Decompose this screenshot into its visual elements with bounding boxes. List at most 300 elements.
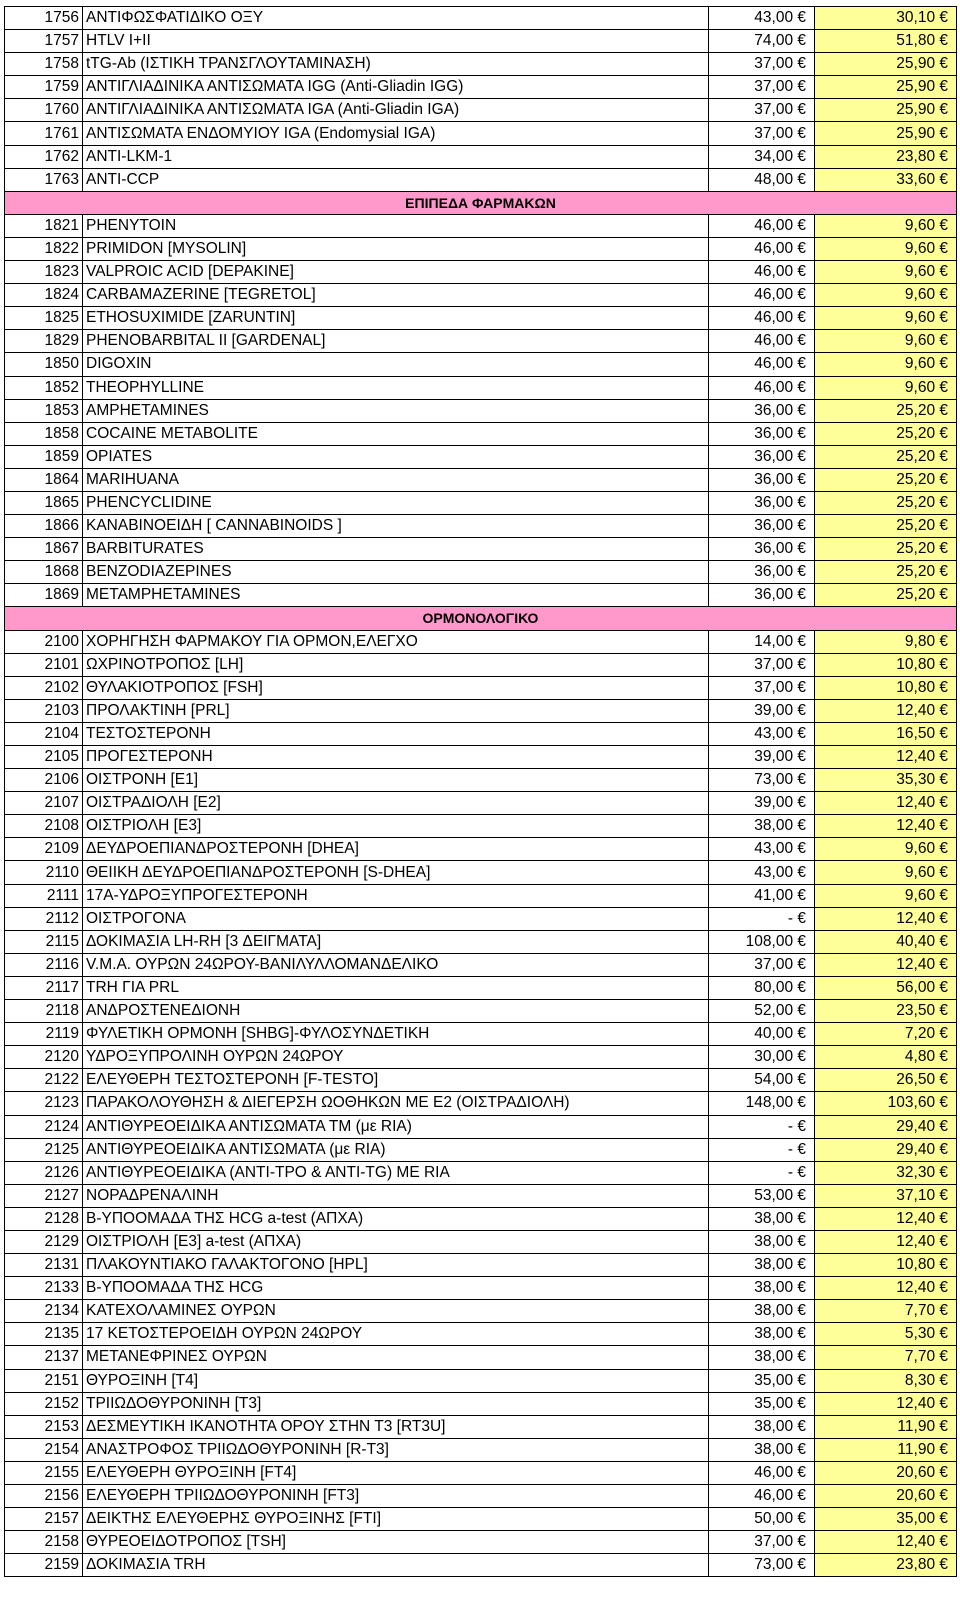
price-reduced: 32,30 € bbox=[815, 1161, 957, 1184]
price-reduced: 30,10 € bbox=[815, 7, 957, 30]
table-row bbox=[5, 976, 957, 999]
test-code: 2109 bbox=[5, 838, 83, 861]
table-row bbox=[5, 1023, 957, 1046]
price-reduced: 20,60 € bbox=[815, 1461, 957, 1484]
test-name: ΟΙΣΤΡΟΝΗ [Ε1] bbox=[83, 769, 709, 792]
price-reduced: 33,60 € bbox=[815, 168, 957, 191]
test-name: ΘΥΡΕΟΕΙΔΟΤΡΟΠΟΣ [TSH] bbox=[83, 1531, 709, 1554]
test-code: 2122 bbox=[5, 1069, 83, 1092]
test-name: PHENCYCLIDINE bbox=[83, 491, 709, 514]
price-reduced: 12,40 € bbox=[815, 1207, 957, 1230]
price-full: 39,00 € bbox=[709, 746, 815, 769]
price-list-sheet bbox=[4, 6, 956, 1577]
price-reduced: 5,30 € bbox=[815, 1323, 957, 1346]
test-name: ΕΛΕΥΘΕΡΗ ΘΥΡΟΞΙΝΗ [FT4] bbox=[83, 1461, 709, 1484]
price-reduced: 25,20 € bbox=[815, 445, 957, 468]
table-row bbox=[5, 122, 957, 145]
test-code: 2101 bbox=[5, 653, 83, 676]
price-reduced: 12,40 € bbox=[815, 1392, 957, 1415]
price-full: 38,00 € bbox=[709, 1323, 815, 1346]
test-code: 1757 bbox=[5, 30, 83, 53]
test-code: 1858 bbox=[5, 422, 83, 445]
table-row bbox=[5, 1092, 957, 1115]
price-reduced: 103,60 € bbox=[815, 1092, 957, 1115]
price-full: 14,00 € bbox=[709, 630, 815, 653]
table-row bbox=[5, 930, 957, 953]
price-reduced: 7,70 € bbox=[815, 1346, 957, 1369]
table-row bbox=[5, 1254, 957, 1277]
test-name: ΠΛΑΚΟΥΝΤΙΑΚΟ ΓΑΛΑΚΤΟΓΟΝΟ [HPL] bbox=[83, 1254, 709, 1277]
price-reduced: 20,60 € bbox=[815, 1485, 957, 1508]
test-code: 2129 bbox=[5, 1230, 83, 1253]
test-code: 2116 bbox=[5, 953, 83, 976]
table-row bbox=[5, 1554, 957, 1577]
section-header-row bbox=[5, 607, 957, 630]
price-full: 38,00 € bbox=[709, 1230, 815, 1253]
test-code: 2112 bbox=[5, 907, 83, 930]
price-full: 36,00 € bbox=[709, 491, 815, 514]
section-title: ΕΠΙΠΕΔΑ ΦΑΡΜΑΚΩΝ bbox=[5, 191, 957, 214]
table-row bbox=[5, 284, 957, 307]
table-row bbox=[5, 53, 957, 76]
price-full: 73,00 € bbox=[709, 1554, 815, 1577]
test-name: MARIHUANA bbox=[83, 468, 709, 491]
price-reduced: 12,40 € bbox=[815, 1230, 957, 1253]
test-code: 1760 bbox=[5, 99, 83, 122]
price-full: 37,00 € bbox=[709, 76, 815, 99]
test-code: 2123 bbox=[5, 1092, 83, 1115]
price-reduced: 9,60 € bbox=[815, 237, 957, 260]
price-full: 38,00 € bbox=[709, 1415, 815, 1438]
table-row bbox=[5, 1438, 957, 1461]
price-reduced: 40,40 € bbox=[815, 930, 957, 953]
price-reduced: 12,40 € bbox=[815, 815, 957, 838]
price-reduced: 29,40 € bbox=[815, 1138, 957, 1161]
price-reduced: 25,20 € bbox=[815, 491, 957, 514]
price-full: 46,00 € bbox=[709, 284, 815, 307]
test-code: 1824 bbox=[5, 284, 83, 307]
price-full: 37,00 € bbox=[709, 122, 815, 145]
test-code: 2105 bbox=[5, 746, 83, 769]
table-row bbox=[5, 76, 957, 99]
test-code: 2125 bbox=[5, 1138, 83, 1161]
test-name: OPIATES bbox=[83, 445, 709, 468]
test-code: 1762 bbox=[5, 145, 83, 168]
price-reduced: 4,80 € bbox=[815, 1046, 957, 1069]
test-name: Β-ΥΠΟΟΜΑΔΑ ΤΗΣ HCG bbox=[83, 1277, 709, 1300]
table-row bbox=[5, 1323, 957, 1346]
test-name: ΑΝΤΙΘΥΡΕΟΕΙΔΙΚΑ ΑΝΤΙΣΩΜΑΤΑ (με RIA) bbox=[83, 1138, 709, 1161]
price-full: 36,00 € bbox=[709, 422, 815, 445]
test-name: ΚΑΤΕΧΟΛΑΜΙΝΕΣ ΟΥΡΩΝ bbox=[83, 1300, 709, 1323]
test-name: PRIMIDON [MYSOLIN] bbox=[83, 237, 709, 260]
test-name: Β-ΥΠΟΟΜΑΔΑ ΤΗΣ HCG a-test (ΑΠΧΑ) bbox=[83, 1207, 709, 1230]
test-code: 2120 bbox=[5, 1046, 83, 1069]
test-name: 17Α-ΥΔΡΟΞΥΠΡΟΓΕΣΤΕΡΟΝΗ bbox=[83, 884, 709, 907]
test-name: ΟΙΣΤΡΙΟΛΗ [Ε3] bbox=[83, 815, 709, 838]
price-full: 36,00 € bbox=[709, 538, 815, 561]
price-reduced: 10,80 € bbox=[815, 676, 957, 699]
table-row bbox=[5, 1069, 957, 1092]
price-full: 36,00 € bbox=[709, 445, 815, 468]
table-row bbox=[5, 1531, 957, 1554]
test-name: BARBITURATES bbox=[83, 538, 709, 561]
test-code: 2126 bbox=[5, 1161, 83, 1184]
test-code: 1869 bbox=[5, 584, 83, 607]
test-name: ΧΟΡΗΓΗΣΗ ΦΑΡΜΑΚΟΥ ΓΙΑ ΟΡΜΟΝ,ΕΛΕΓΧΟ bbox=[83, 630, 709, 653]
price-full: 43,00 € bbox=[709, 861, 815, 884]
price-full: 46,00 € bbox=[709, 353, 815, 376]
test-code: 2115 bbox=[5, 930, 83, 953]
table-row bbox=[5, 907, 957, 930]
test-name: CARBAMAZERINE [TEGRETOL] bbox=[83, 284, 709, 307]
test-code: 1852 bbox=[5, 376, 83, 399]
test-name: ΠΑΡΑΚΟΛΟΥΘΗΣΗ & ΔΙΕΓΕΡΣΗ ΩΟΘΗΚΩΝ ΜΕ Ε2 (ΟΙΣΤΡΑΔΙΟΛΗ) bbox=[83, 1092, 709, 1115]
price-reduced: 16,50 € bbox=[815, 722, 957, 745]
price-reduced: 12,40 € bbox=[815, 953, 957, 976]
table-row bbox=[5, 538, 957, 561]
price-full: 38,00 € bbox=[709, 1254, 815, 1277]
test-name: ΔΟΚΙΜΑΣΙΑ LH-RH [3 ΔΕΙΓΜΑΤΑ] bbox=[83, 930, 709, 953]
table-row bbox=[5, 630, 957, 653]
test-code: 2103 bbox=[5, 699, 83, 722]
test-code: 2156 bbox=[5, 1485, 83, 1508]
table-row bbox=[5, 237, 957, 260]
test-code: 2131 bbox=[5, 1254, 83, 1277]
test-name: ΟΙΣΤΡΙΟΛΗ [Ε3] a-test (ΑΠΧΑ) bbox=[83, 1230, 709, 1253]
test-code: 2118 bbox=[5, 1000, 83, 1023]
test-code: 2154 bbox=[5, 1438, 83, 1461]
test-code: 1823 bbox=[5, 261, 83, 284]
table-row bbox=[5, 769, 957, 792]
test-code: 1866 bbox=[5, 515, 83, 538]
test-name: ΚΑΝΑΒΙΝΟΕΙΔΗ [ CANNABINOIDS ] bbox=[83, 515, 709, 538]
price-reduced: 51,80 € bbox=[815, 30, 957, 53]
test-name: ΩΧΡΙΝΟΤΡΟΠΟΣ [LH] bbox=[83, 653, 709, 676]
test-name: ΔΕΣΜΕΥΤΙΚΗ ΙΚΑΝΟΤΗΤΑ ΟΡΟΥ ΣΤΗΝ Τ3 [RT3U] bbox=[83, 1415, 709, 1438]
test-name: ΟΙΣΤΡΑΔΙΟΛΗ [Ε2] bbox=[83, 792, 709, 815]
table-row bbox=[5, 491, 957, 514]
table-row bbox=[5, 699, 957, 722]
table-row bbox=[5, 145, 957, 168]
price-full: 50,00 € bbox=[709, 1508, 815, 1531]
price-reduced: 9,60 € bbox=[815, 376, 957, 399]
test-name: tTG-Ab (ΙΣΤΙΚΗ ΤΡΑΝΣΓΛΟΥΤΑΜΙΝΑΣΗ) bbox=[83, 53, 709, 76]
price-full: 48,00 € bbox=[709, 168, 815, 191]
table-row bbox=[5, 792, 957, 815]
price-reduced: 25,20 € bbox=[815, 538, 957, 561]
table-row bbox=[5, 653, 957, 676]
test-name: ΑΝΑΣΤΡΟΦΟΣ ΤΡΙΙΩΔΟΘΥΡΟΝΙΝΗ [R-T3] bbox=[83, 1438, 709, 1461]
price-reduced: 9,60 € bbox=[815, 307, 957, 330]
test-name: ΜΕΤΑΝΕΦΡΙΝΕΣ ΟΥΡΩΝ bbox=[83, 1346, 709, 1369]
test-name: ΟΙΣΤΡΟΓΟΝΑ bbox=[83, 907, 709, 930]
test-name: ΑΝΤΙΦΩΣΦΑΤΙΔΙΚΟ ΟΞΥ bbox=[83, 7, 709, 30]
price-full: - € bbox=[709, 1161, 815, 1184]
table-row bbox=[5, 399, 957, 422]
price-full: 35,00 € bbox=[709, 1369, 815, 1392]
test-code: 1859 bbox=[5, 445, 83, 468]
price-full: 38,00 € bbox=[709, 1300, 815, 1323]
price-reduced: 12,40 € bbox=[815, 746, 957, 769]
table-row bbox=[5, 953, 957, 976]
test-code: 2155 bbox=[5, 1461, 83, 1484]
table-row bbox=[5, 1369, 957, 1392]
test-name: PHENYTOIN bbox=[83, 214, 709, 237]
price-reduced: 9,60 € bbox=[815, 353, 957, 376]
test-code: 2100 bbox=[5, 630, 83, 653]
table-row bbox=[5, 214, 957, 237]
test-name: ANTI-LKM-1 bbox=[83, 145, 709, 168]
test-name: AMPHETAMINES bbox=[83, 399, 709, 422]
table-row bbox=[5, 1000, 957, 1023]
price-reduced: 10,80 € bbox=[815, 653, 957, 676]
table-row bbox=[5, 330, 957, 353]
price-full: 46,00 € bbox=[709, 214, 815, 237]
price-reduced: 23,50 € bbox=[815, 1000, 957, 1023]
test-code: 1756 bbox=[5, 7, 83, 30]
table-row bbox=[5, 1184, 957, 1207]
table-row bbox=[5, 838, 957, 861]
test-name: THEOPHYLLINE bbox=[83, 376, 709, 399]
price-full: 53,00 € bbox=[709, 1184, 815, 1207]
table-row bbox=[5, 861, 957, 884]
section-header-row bbox=[5, 191, 957, 214]
price-full: 46,00 € bbox=[709, 307, 815, 330]
test-code: 2110 bbox=[5, 861, 83, 884]
table-row bbox=[5, 561, 957, 584]
price-reduced: 9,60 € bbox=[815, 861, 957, 884]
test-name: ΔΟΚΙΜΑΣΙΑ TRH bbox=[83, 1554, 709, 1577]
test-code: 1868 bbox=[5, 561, 83, 584]
price-full: 36,00 € bbox=[709, 584, 815, 607]
test-name: COCAINE METABOLITE bbox=[83, 422, 709, 445]
table-row bbox=[5, 1392, 957, 1415]
price-full: 80,00 € bbox=[709, 976, 815, 999]
test-code: 2106 bbox=[5, 769, 83, 792]
price-full: 36,00 € bbox=[709, 468, 815, 491]
price-full: 37,00 € bbox=[709, 676, 815, 699]
price-reduced: 9,80 € bbox=[815, 630, 957, 653]
table-row bbox=[5, 307, 957, 330]
price-reduced: 35,00 € bbox=[815, 1508, 957, 1531]
table-row bbox=[5, 376, 957, 399]
test-code: 2159 bbox=[5, 1554, 83, 1577]
price-reduced: 9,60 € bbox=[815, 884, 957, 907]
price-reduced: 23,80 € bbox=[815, 145, 957, 168]
test-code: 1829 bbox=[5, 330, 83, 353]
test-code: 2128 bbox=[5, 1207, 83, 1230]
test-name: VALPROIC ACID [DEPAKINE] bbox=[83, 261, 709, 284]
table-row bbox=[5, 1346, 957, 1369]
price-reduced: 23,80 € bbox=[815, 1554, 957, 1577]
price-full: 41,00 € bbox=[709, 884, 815, 907]
price-full: 38,00 € bbox=[709, 1277, 815, 1300]
test-code: 1825 bbox=[5, 307, 83, 330]
price-full: 148,00 € bbox=[709, 1092, 815, 1115]
price-reduced: 56,00 € bbox=[815, 976, 957, 999]
table-row bbox=[5, 1115, 957, 1138]
table-row bbox=[5, 1277, 957, 1300]
test-code: 1758 bbox=[5, 53, 83, 76]
test-name: ΘΥΛΑΚΙΟΤΡΟΠΟΣ [FSH] bbox=[83, 676, 709, 699]
price-full: 43,00 € bbox=[709, 838, 815, 861]
test-name: 17 ΚΕΤΟΣΤΕΡΟΕΙΔΗ ΟΥΡΩΝ 24ΩΡΟΥ bbox=[83, 1323, 709, 1346]
price-full: 108,00 € bbox=[709, 930, 815, 953]
table-row bbox=[5, 676, 957, 699]
test-code: 2133 bbox=[5, 1277, 83, 1300]
test-code: 2119 bbox=[5, 1023, 83, 1046]
price-reduced: 25,20 € bbox=[815, 584, 957, 607]
test-name: PHENOBARBITAL II [GARDENAL] bbox=[83, 330, 709, 353]
test-code: 2137 bbox=[5, 1346, 83, 1369]
price-full: 36,00 € bbox=[709, 399, 815, 422]
price-full: 73,00 € bbox=[709, 769, 815, 792]
price-full: 37,00 € bbox=[709, 53, 815, 76]
price-full: 37,00 € bbox=[709, 653, 815, 676]
test-name: ΦΥΛΕΤΙΚΗ ΟΡΜΟΝΗ [SHBG]-ΦΥΛΟΣΥΝΔΕΤΙΚΗ bbox=[83, 1023, 709, 1046]
table-row bbox=[5, 1485, 957, 1508]
price-full: 46,00 € bbox=[709, 261, 815, 284]
price-reduced: 37,10 € bbox=[815, 1184, 957, 1207]
table-row bbox=[5, 1415, 957, 1438]
price-reduced: 25,20 € bbox=[815, 561, 957, 584]
price-full: - € bbox=[709, 1115, 815, 1138]
price-full: - € bbox=[709, 907, 815, 930]
test-name: ΤΕΣΤΟΣΤΕΡΟΝΗ bbox=[83, 722, 709, 745]
price-full: 39,00 € bbox=[709, 699, 815, 722]
price-full: 38,00 € bbox=[709, 815, 815, 838]
price-reduced: 25,90 € bbox=[815, 53, 957, 76]
price-reduced: 25,20 € bbox=[815, 515, 957, 538]
table-row bbox=[5, 1300, 957, 1323]
price-full: 43,00 € bbox=[709, 7, 815, 30]
test-name: ΑΝΤΙΓΛΙΑΔΙΝΙΚΑ ΑΝΤΙΣΩΜΑΤΑ IGG (Anti-Gliadin IGG) bbox=[83, 76, 709, 99]
table-row bbox=[5, 30, 957, 53]
test-code: 1853 bbox=[5, 399, 83, 422]
price-full: 39,00 € bbox=[709, 792, 815, 815]
price-full: 36,00 € bbox=[709, 515, 815, 538]
price-reduced: 25,90 € bbox=[815, 76, 957, 99]
test-code: 1822 bbox=[5, 237, 83, 260]
price-table bbox=[4, 6, 957, 1577]
price-reduced: 7,20 € bbox=[815, 1023, 957, 1046]
table-row bbox=[5, 468, 957, 491]
test-name: ΑΝΤΙΘΥΡΕΟΕΙΔΙΚΑ ΑΝΤΙΣΩΜΑΤΑ ΤΜ (με RIA) bbox=[83, 1115, 709, 1138]
test-code: 1761 bbox=[5, 122, 83, 145]
test-name: ΕΛΕΥΘΕΡΗ ΤΕΣΤΟΣΤΕΡΟΝΗ [F-TESTO] bbox=[83, 1069, 709, 1092]
price-full: 46,00 € bbox=[709, 330, 815, 353]
test-code: 1864 bbox=[5, 468, 83, 491]
table-row bbox=[5, 1508, 957, 1531]
section-title: ΟΡΜΟΝΟΛΟΓΙΚΟ bbox=[5, 607, 957, 630]
test-code: 2158 bbox=[5, 1531, 83, 1554]
table-row bbox=[5, 815, 957, 838]
price-reduced: 29,40 € bbox=[815, 1115, 957, 1138]
price-full: 52,00 € bbox=[709, 1000, 815, 1023]
table-row bbox=[5, 1138, 957, 1161]
table-row bbox=[5, 1046, 957, 1069]
price-full: 43,00 € bbox=[709, 722, 815, 745]
test-code: 2157 bbox=[5, 1508, 83, 1531]
price-full: 40,00 € bbox=[709, 1023, 815, 1046]
test-code: 2153 bbox=[5, 1415, 83, 1438]
price-reduced: 25,90 € bbox=[815, 122, 957, 145]
test-code: 2152 bbox=[5, 1392, 83, 1415]
table-row bbox=[5, 99, 957, 122]
test-code: 1867 bbox=[5, 538, 83, 561]
test-code: 1865 bbox=[5, 491, 83, 514]
test-name: METAMPHETAMINES bbox=[83, 584, 709, 607]
price-full: 46,00 € bbox=[709, 237, 815, 260]
test-code: 2135 bbox=[5, 1323, 83, 1346]
test-code: 2151 bbox=[5, 1369, 83, 1392]
test-name: ΑΝΤΙΘΥΡΕΟΕΙΔΙΚΑ (ΑΝΤΙ-TPO & ANTI-TG) ΜΕ RIA bbox=[83, 1161, 709, 1184]
test-code: 2117 bbox=[5, 976, 83, 999]
price-table-body bbox=[5, 7, 957, 1577]
price-reduced: 25,20 € bbox=[815, 399, 957, 422]
price-full: 38,00 € bbox=[709, 1207, 815, 1230]
test-name: ΑΝΤΙΓΛΙΑΔΙΝΙΚΑ ΑΝΤΙΣΩΜΑΤΑ IGA (Anti-Gliadin IGA) bbox=[83, 99, 709, 122]
price-reduced: 25,20 € bbox=[815, 468, 957, 491]
table-row bbox=[5, 353, 957, 376]
table-row bbox=[5, 261, 957, 284]
test-code: 1759 bbox=[5, 76, 83, 99]
test-name: BENZODIAZEPINES bbox=[83, 561, 709, 584]
test-name: ΘΕΙΙΚΗ ΔΕΥΔΡΟΕΠΙΑΝΔΡΟΣΤΕΡΟΝΗ [S-DHEA] bbox=[83, 861, 709, 884]
price-reduced: 25,20 € bbox=[815, 422, 957, 445]
price-reduced: 12,40 € bbox=[815, 907, 957, 930]
table-row bbox=[5, 168, 957, 191]
price-full: 34,00 € bbox=[709, 145, 815, 168]
price-full: 38,00 € bbox=[709, 1346, 815, 1369]
price-full: 46,00 € bbox=[709, 376, 815, 399]
table-row bbox=[5, 1461, 957, 1484]
test-name: ΝΟΡΑΔΡΕΝΑΛΙΝΗ bbox=[83, 1184, 709, 1207]
test-code: 2104 bbox=[5, 722, 83, 745]
price-reduced: 11,90 € bbox=[815, 1415, 957, 1438]
price-reduced: 8,30 € bbox=[815, 1369, 957, 1392]
price-full: - € bbox=[709, 1138, 815, 1161]
price-reduced: 9,60 € bbox=[815, 284, 957, 307]
test-name: ETHOSUXIMIDE [ZARUNTIN] bbox=[83, 307, 709, 330]
test-code: 2127 bbox=[5, 1184, 83, 1207]
price-reduced: 35,30 € bbox=[815, 769, 957, 792]
table-row bbox=[5, 1230, 957, 1253]
test-name: ΥΔΡΟΞΥΠΡΟΛΙΝΗ ΟΥΡΩΝ 24ΩΡΟΥ bbox=[83, 1046, 709, 1069]
price-reduced: 12,40 € bbox=[815, 1277, 957, 1300]
price-reduced: 26,50 € bbox=[815, 1069, 957, 1092]
price-full: 38,00 € bbox=[709, 1438, 815, 1461]
test-name: V.M.A. ΟΥΡΩΝ 24ΩΡΟΥ-ΒΑΝΙΛΥΛΛΟΜΑΝΔΕΛΙΚΟ bbox=[83, 953, 709, 976]
test-name: HTLV I+II bbox=[83, 30, 709, 53]
test-name: ΕΛΕΥΘΕΡΗ ΤΡΙΙΩΔΟΘΥΡΟΝΙΝΗ [FT3] bbox=[83, 1485, 709, 1508]
price-reduced: 12,40 € bbox=[815, 1531, 957, 1554]
test-name: ΑΝΤΙΣΩΜΑΤΑ ΕΝΔΟΜΥΙΟΥ IGA (Endomysial IGA) bbox=[83, 122, 709, 145]
table-row bbox=[5, 884, 957, 907]
test-name: ΔΕΙΚΤΗΣ ΕΛΕΥΘΕΡΗΣ ΘΥΡΟΞΙΝΗΣ [FTI] bbox=[83, 1508, 709, 1531]
table-row bbox=[5, 746, 957, 769]
price-reduced: 10,80 € bbox=[815, 1254, 957, 1277]
price-reduced: 9,60 € bbox=[815, 330, 957, 353]
test-name: ΑΝΔΡΟΣΤΕΝΕΔΙΟΝΗ bbox=[83, 1000, 709, 1023]
table-row bbox=[5, 1207, 957, 1230]
price-full: 35,00 € bbox=[709, 1392, 815, 1415]
table-row bbox=[5, 422, 957, 445]
price-reduced: 12,40 € bbox=[815, 699, 957, 722]
price-reduced: 9,60 € bbox=[815, 838, 957, 861]
price-full: 46,00 € bbox=[709, 1461, 815, 1484]
